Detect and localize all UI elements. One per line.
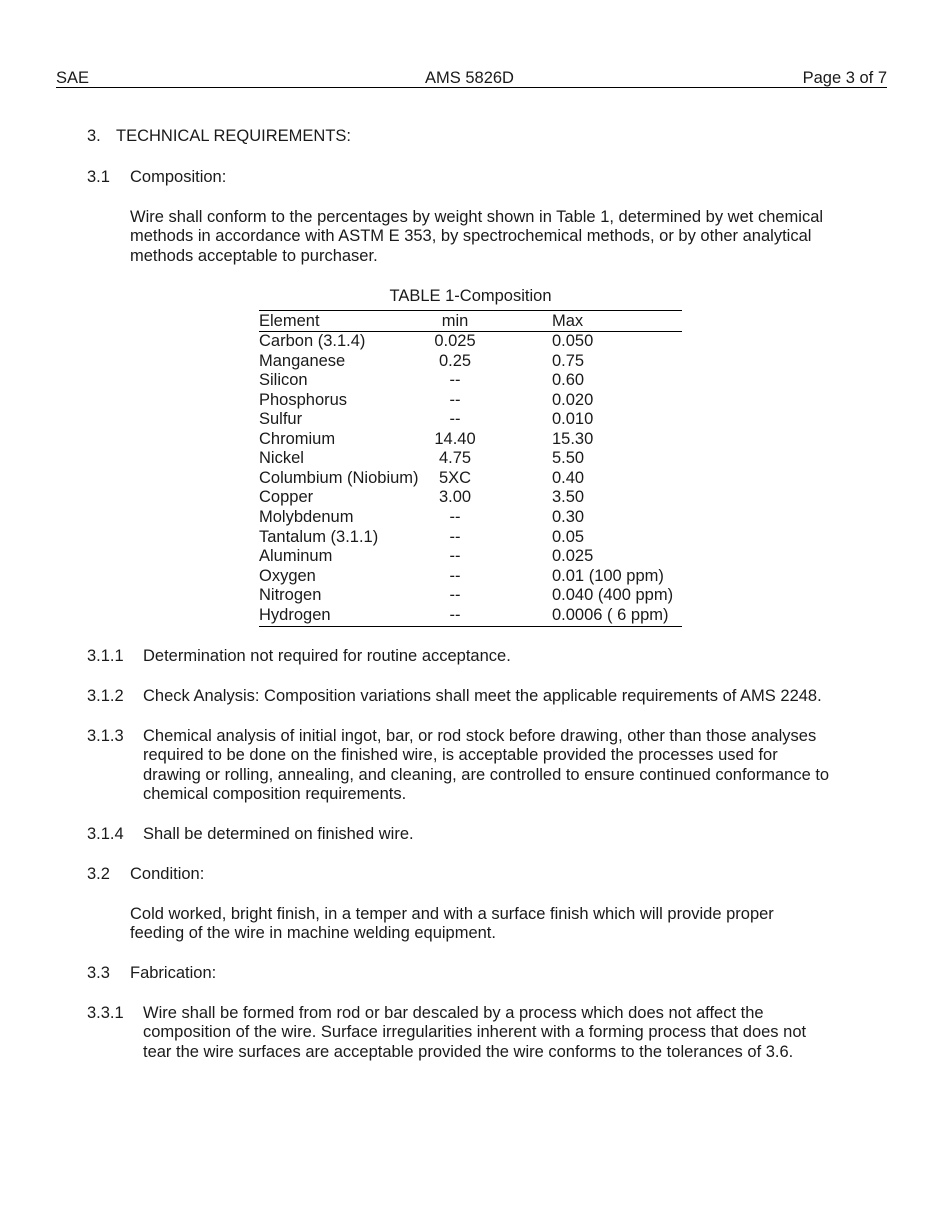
cell-element: Nickel <box>259 449 304 468</box>
section-3-1-3-line: chemical composition requirements. <box>143 785 407 803</box>
cell-min: -- <box>449 371 461 390</box>
cell-min: 0.25 <box>438 351 472 370</box>
cell-min: 3.00 <box>438 488 472 507</box>
cell-element: Chromium <box>259 429 336 448</box>
cell-element: Columbium (Niobium) <box>259 468 419 487</box>
column-header-min: min <box>441 312 469 330</box>
section-3-3-1-line: composition of the wire. Surface irregularities inherent with a forming process that does not <box>143 1023 807 1041</box>
section-3-1-2-number: 3.1.2 <box>87 687 124 705</box>
section-3-1-number: 3.1 <box>87 168 110 186</box>
cell-max: 5.50 <box>552 449 585 468</box>
column-header-element: Element <box>259 312 320 330</box>
section-3-1-4-text: Shall be determined on finished wire. <box>143 825 414 843</box>
cell-min: -- <box>449 566 461 585</box>
table-top-rule <box>259 310 682 311</box>
cell-max: 0.75 <box>552 351 585 370</box>
section-3-1-line: methods acceptable to purchaser. <box>130 247 378 265</box>
cell-element: Carbon (3.1.4) <box>259 332 366 350</box>
table-row <box>259 449 682 469</box>
section-3-title: TECHNICAL REQUIREMENTS: <box>116 127 351 145</box>
section-3-1-3-line: drawing or rolling, annealing, and cleaning, are controlled to ensure continued conformance to <box>143 766 830 784</box>
cell-min: -- <box>449 605 461 624</box>
cell-min: 4.75 <box>438 449 472 468</box>
table-row <box>259 352 682 372</box>
header-doc-number: AMS 5826D <box>425 69 514 87</box>
cell-max: 0.040 (400 ppm) <box>552 586 674 605</box>
section-3-2-line: feeding of the wire in machine welding equipment. <box>130 924 496 942</box>
cell-max: 0.60 <box>552 371 585 390</box>
cell-element: Molybdenum <box>259 507 354 526</box>
cell-max: 0.010 <box>552 410 594 429</box>
cell-max: 0.05 <box>552 527 585 546</box>
cell-min: 0.025 <box>434 332 476 350</box>
cell-element: Nitrogen <box>259 586 322 605</box>
section-3-1-3-line: Chemical analysis of initial ingot, bar, or rod stock before drawing, other than those analyses <box>143 727 817 745</box>
section-3-3-1-line: tear the wire surfaces are acceptable provided the wire conforms to the tolerances of 3.6. <box>143 1043 794 1061</box>
cell-min: -- <box>449 390 461 409</box>
section-3-1-3-number: 3.1.3 <box>87 727 124 745</box>
table-row <box>259 508 682 528</box>
cell-min: 14.40 <box>434 429 476 448</box>
cell-element: Aluminum <box>259 547 333 566</box>
table-bottom-rule <box>259 626 682 627</box>
section-3-3-title: Fabrication: <box>130 964 217 982</box>
cell-min: 5XC <box>438 468 472 487</box>
header-rule <box>56 87 887 88</box>
table-row <box>259 488 682 508</box>
section-3-1-1-number: 3.1.1 <box>87 647 124 665</box>
table-row <box>259 469 682 489</box>
table-caption: TABLE 1-Composition <box>389 287 552 305</box>
cell-max: 0.0006 ( 6 ppm) <box>552 605 669 624</box>
table-row <box>259 430 682 450</box>
header-org: SAE <box>56 69 90 87</box>
table-row <box>259 371 682 391</box>
cell-min: -- <box>449 527 461 546</box>
section-3-1-1-text: Determination not required for routine acceptance. <box>143 647 511 665</box>
table-row <box>259 547 682 567</box>
cell-max: 0.40 <box>552 468 585 487</box>
table-row <box>259 606 682 626</box>
section-3-1-line: Wire shall conform to the percentages by weight shown in Table 1, determined by wet chemical <box>130 208 824 226</box>
cell-min: -- <box>449 586 461 605</box>
cell-element: Copper <box>259 488 314 507</box>
section-3-1-title: Composition: <box>130 168 227 186</box>
cell-min: -- <box>449 547 461 566</box>
section-3-2-line: Cold worked, bright finish, in a temper and with a surface finish which will provide proper <box>130 905 774 923</box>
cell-max: 0.30 <box>552 507 585 526</box>
section-3-3-number: 3.3 <box>87 964 110 982</box>
table-row <box>259 567 682 587</box>
cell-element: Tantalum (3.1.1) <box>259 527 379 546</box>
column-header-max: Max <box>552 312 584 330</box>
section-3-3-1-line: Wire shall be formed from rod or bar descaled by a process which does not affect the <box>143 1004 764 1022</box>
table-row <box>259 410 682 430</box>
cell-max: 0.025 <box>552 547 594 566</box>
cell-element: Sulfur <box>259 410 303 429</box>
table-row <box>259 391 682 411</box>
cell-max: 0.050 <box>552 332 594 350</box>
section-3-2-number: 3.2 <box>87 865 110 883</box>
cell-element: Phosphorus <box>259 390 348 409</box>
cell-element: Silicon <box>259 371 308 390</box>
section-3-1-2-text: Check Analysis: Composition variations shall meet the applicable requirements of AMS 2248. <box>143 687 822 705</box>
table-row <box>259 528 682 548</box>
cell-min: -- <box>449 507 461 526</box>
table-row <box>259 586 682 606</box>
cell-max: 3.50 <box>552 488 585 507</box>
cell-max: 0.020 <box>552 390 594 409</box>
section-3-1-line: methods in accordance with ASTM E 353, by spectrochemical methods, or by other analytical <box>130 227 812 245</box>
cell-element: Manganese <box>259 351 346 370</box>
table-row <box>259 332 682 352</box>
section-3-number: 3. <box>87 127 101 145</box>
section-3-1-4-number: 3.1.4 <box>87 825 124 843</box>
section-3-1-3-line: required to be done on the finished wire, is acceptable provided the processes used for <box>143 746 778 764</box>
cell-max: 15.30 <box>552 429 594 448</box>
table-header-row <box>259 312 682 332</box>
cell-element: Oxygen <box>259 566 316 585</box>
section-3-3-1-number: 3.3.1 <box>87 1004 124 1022</box>
header-page-number: Page 3 of 7 <box>802 69 887 87</box>
cell-max: 0.01 (100 ppm) <box>552 566 664 585</box>
section-3-2-title: Condition: <box>130 865 205 883</box>
cell-min: -- <box>449 410 461 429</box>
cell-element: Hydrogen <box>259 605 331 624</box>
